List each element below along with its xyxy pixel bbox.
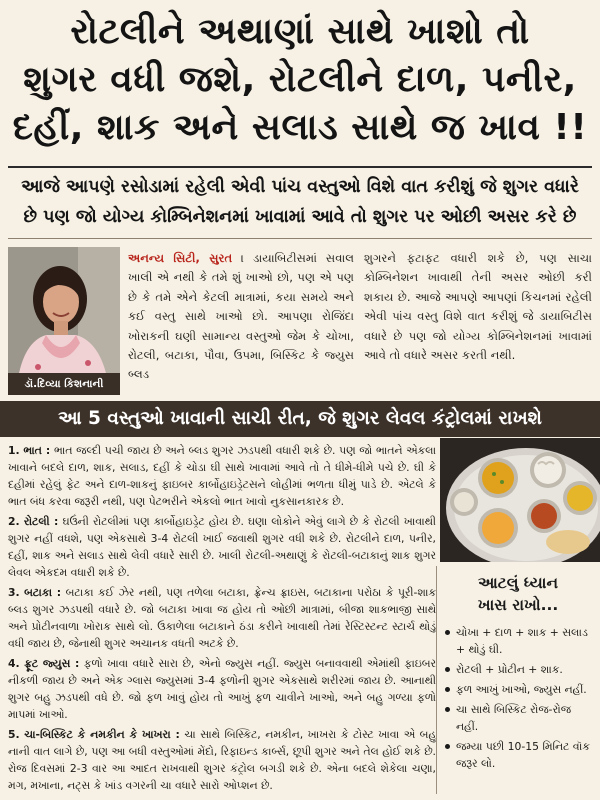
headline-line-3: દહીં, શાક અને સલાડ સાથે જ ખાવ !! [12,107,588,148]
attention-box [442,566,594,792]
section-banner: આ 5 વસ્તુઓ ખાવાની સાચી રીત, જે શુગર લેવલ કંટ્રોલમાં રાખશે [0,401,600,437]
author-name-caption: ડૉ.દિવ્યા કિશનાની [8,373,120,395]
divider [8,166,592,168]
tip-title: ચા-બિસ્કિટ કે નમકીન કે ખાખરા : [24,728,180,741]
food-thali-photo [440,438,600,562]
headline [8,8,592,152]
tip-item [8,513,436,581]
tip-text: બટાકા કઈ ઝેર નથી, પણ તળેલા બટાકા, ફ્રેન્ચ ફ્રાઇસ, બટાકાના પરોઠા કે પૂરી-શાક બ્લડ શુગર ઝડપથી વધારે છે. જો બટાકા ખાવા જ હોય તો ઓછી માત્રામાં, બીજા શાકભાજી સાથે અને પ્રોટીનવાળા ખોરાક સાથે લો. ઉકાળેલા બટાકાને ઠંડા કરીને ખાવાથી તેમાં રેસ્ટિસ્ટન્ટ સ્ટાર્ચ થોડું વધી જાય છે, જેનાથી શુગર અચાનક વધતી અટકે છે. [8,586,436,650]
tip-title: બટાકા : [24,586,62,599]
tip-text: ભાત જલ્દી પચી જાય છે અને બ્લડ શુગર ઝડપથી વધારી શકે છે. પણ જો ભાતને એકલા ખાવાને બદલે દાળ, શાક, સલાડ, દહીં કે ચોડા ઘી સાથે ખાવામાં આવે તો તે ધીમે-ધીમે પચે છે. ઘી કે દહીમાં રહેલું ફેટ અને દાળ-શાકનું ફાઇબર કાર્બોહાઇડ્રેટસને લોહીમાં ભળતા ધીમું પાડે છે. એટલે કે ભાત બંધ કરવા જરૂરી નથી, પણ પેટભરીને એકલો ભાત ખાવો નુકસાનકારક છે. [8,444,436,508]
attention-list-item: ફળ આખું ખાઓ, જ્યુસ નહીં. [442,681,594,698]
tip-title: ભાત : [23,444,51,457]
thali-image [440,438,600,562]
lead-column-1 [128,249,354,385]
lead-column-2: શુગરને ફટાફટ વધારી શકે છે, પણ સાચા કોમ્બિનેશન ખાવાથી તેની અસર ઓછી કરી શકાય છે. આજે આપણે આપણાં કિચનમાં રહેલી એવી પાંચ વસ્તુ વિશે વાત કરીશું જે ડાયાબિટીસ વધારે છે પણ જો યોગ્ય કોમ્બિનેશનમાં ખાવામાં આવે તો વધારે અસર કરતી નથી. [364,251,592,363]
tip-number: 1. [8,444,20,457]
side-divider [436,566,437,794]
tip-title: રોટલી : [23,515,59,528]
attention-list-item: રોટલી + પ્રોટીન + શાક. [442,661,594,678]
dateline: અનન્ય સિટી, સુરત [128,251,233,265]
attention-list-item: જમ્યા પછી 10-15 મિનિટ વૉક જરૂર લો. [442,738,594,772]
author-photo [8,247,120,395]
tip-text: ફળો ખાવા વધારે સારા છે, એનો જ્યુસ નહીં. જ્યુસ બનાવવાથી એમાંથી ફાઇબર નીકળી જાય છે અને એક ગ્લાસ જ્યુસમાં 3-4 ફળોની શુગર એકસાથે શરીરમાં જાય છે. આનાથી શુગર બહુ ઝડપથી વધે છે. જો ફળ ખાવું હોય તો આખું ફળ ચાવીને ખાઓ, અને બહુ ગળ્યા ફળો માપમાં ખાઓ. [8,657,436,721]
tip-item [8,442,436,510]
attention-list-item: ચા સાથે બિસ્કિટ રોજ-રોજ નહીં. [442,701,594,735]
attention-title-line-2: ખાસ રાખો... [477,596,559,614]
tip-number: 2. [8,515,20,528]
headline-line-1: રોટલીને અથાણાં સાથે ખાશો તો [70,11,530,52]
divider [8,238,592,239]
attention-title-line-1: આટલું ધ્યાન [477,574,559,592]
tip-number: 3. [8,586,20,599]
headline-line-2: શુગર વધી જશે, રોટલીને દાળ, પનીર, [23,59,577,100]
tip-title: ફ્રૂટ જ્યુસ : [24,657,80,670]
tip-item [8,726,436,794]
tip-number: 4. [8,657,20,670]
tips-list [8,442,436,797]
subheadline-line-2: છે પણ જો યોગ્ય કોમ્બિનેશનમાં ખાવામાં આવે તો શુગર પર ઓછી અસર કરે છે [23,207,577,227]
attention-list-item: ચોખા + દાળ + શાક + સલાડ + થોડું ઘી. [442,624,594,658]
subheadline-line-1: આજે આપણે રસોડામાં રહેલી એવી પાંચ વસ્તુઓ વિશે વાત કરીશું જે શુગર વધારે [21,177,579,197]
attention-list [442,624,594,772]
tip-text: ઘઉંની રોટલીમાં પણ કાર્બોહાઇડ્રેટ હોય છે. ઘણા લોકોને એવું લાગે છે કે રોટલી ખાવાથી શુગર નહીં વધશે, પણ એકસાથે 3-4 રોટલી ખાઈ જવાથી શુગર વધી શકે છે. રોટલીને દાળ, પનીર, દહીં, શાક અને સલાડ સાથે લેવી વધારે સારી છે. ખાલી રોટલી-અથાણું કે રોટલી-બટાકાનું શાક શુગર લેવલ એકદમ વધારી શકે છે. [8,515,436,579]
tip-text: ચા સાથે બિસ્કિટ, નમકીન, ખાખરા કે ટોસ્ટ ખાવા એ બહુ નાની વાત લાગે છે, પણ આ બધી વસ્તુઓમાં મેંદો, રિફાઇન્ડ કાર્બ્સ, છૂપી શુગર અને તેલ હોઈ શકે છે. રોજ દિવસમાં 2-3 વાર આ આદત રાખવાથી શુગર કંટ્રોલ બગડી શકે છે. એના બદલે શેકેલા ચણા, મગ, મખાના, નટ્સ કે ખાંડ વગરની ચા વધારે સારો ઓપ્શન છે. [8,728,436,792]
attention-box-title [442,572,594,616]
tip-number: 5. [8,728,20,741]
tip-item [8,584,436,652]
tip-item [8,655,436,723]
subheadline [10,172,590,232]
lead-column-1-text: । ડાયાબિટીસમાં સવાલ ખાલી એ નથી કે તમે શું ખાઓ છો, પણ એ પણ છે કે તમે એને કેટલી માત્રામાં, કયા સમયે અને કઈ વસ્તુ સાથે ખાઓ છો. આપણા રોજિંદા ખોરાકની ઘણી સામાન્ય વસ્તુઓ જેમ કે ચોખા, રોટલી, બટાકા, પૌવા, ઉપમા, બિસ્કિટ કે જ્યુસ બ્લડ [128,251,355,382]
